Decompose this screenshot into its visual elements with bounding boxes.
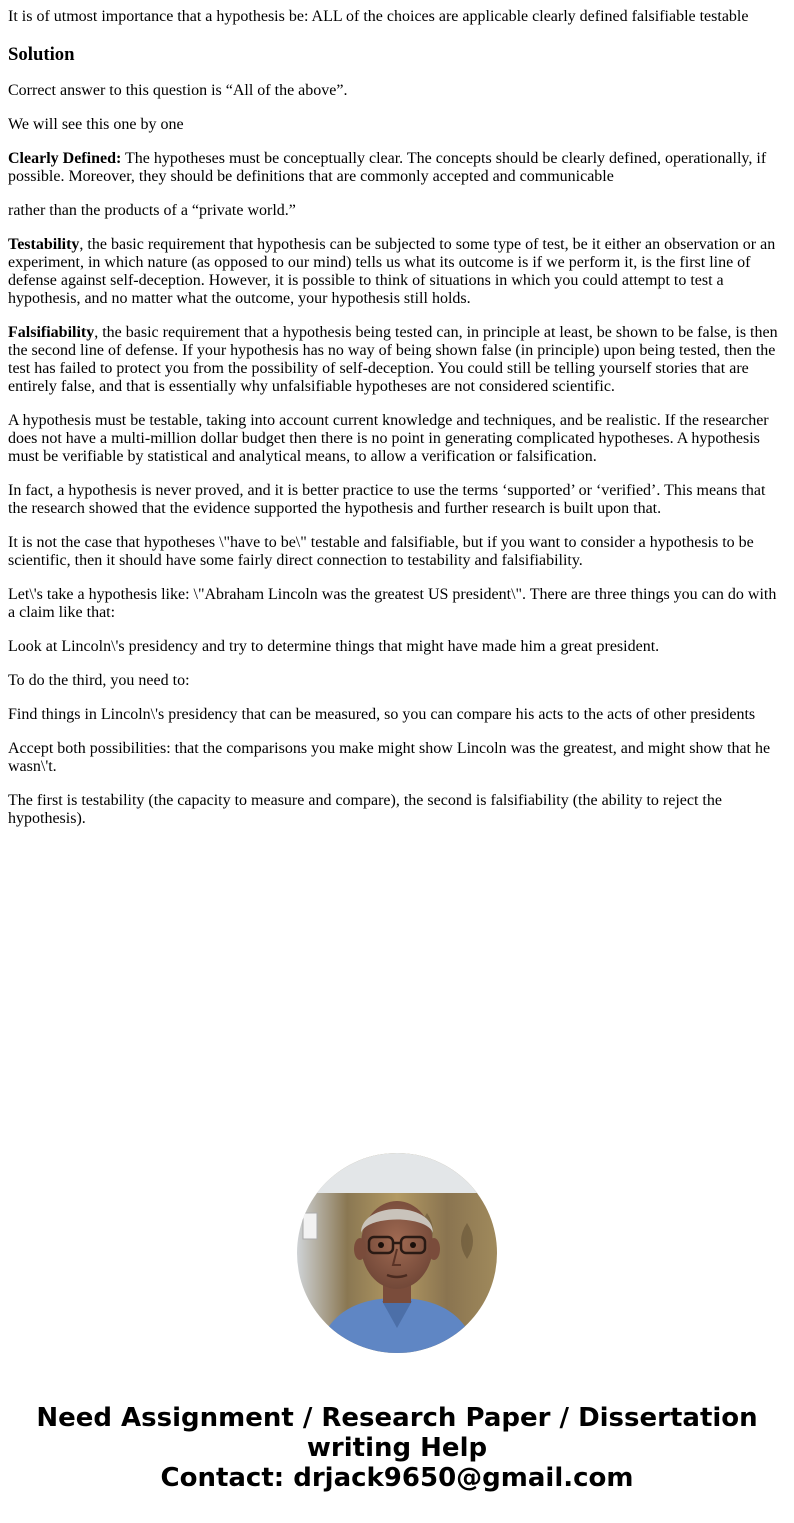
conclusion-paragraph: The first is testability (the capacity to measure and compare), the second is falsifiability (the ability to reject the hypothesis). [8, 792, 722, 827]
question-text: It is of utmost importance that a hypothesis be: ALL of the choices are applicable clearly defined falsifiable testable [8, 8, 749, 25]
testability-text: , the basic requirement that hypothesis can be subjected to some type of test, be it either an observation or an experiment, in which nature (as opposed to our mind) tells us what its outcome is if we perform it, is the first line of defense against self-deception. However, it is possible to think of situations in which you could attempt to test a hypothesis, and no matter what the outcome, your hypothesis still holds. [8, 236, 776, 307]
banner-line-2: writing Help [306, 1433, 488, 1463]
third-paragraph: To do the third, you need to: [8, 672, 190, 689]
accept-both-paragraph: Accept both possibilities: that the comparisons you make might show Lincoln was the greatest, and might show that he wasn\'t. [8, 740, 771, 775]
intro-paragraph: We will see this one by one [8, 116, 184, 133]
contact-banner [0, 1403, 794, 1493]
clearly-defined-text: The hypotheses must be conceptually clear. The concepts should be clearly defined, operationally, if possible. Moreover, they should be definitions that are commonly accepted and communicable [8, 150, 767, 185]
lincoln-claim-paragraph: Let\'s take a hypothesis like: \"Abraham Lincoln was the greatest US president\". There are three things you can do with a claim like that: [8, 586, 777, 621]
private-world-paragraph: rather than the products of a “private world.” [8, 202, 296, 219]
document-body [8, 8, 786, 844]
clearly-defined-term: Clearly Defined: [8, 150, 122, 167]
lincoln-look-paragraph: Look at Lincoln\'s presidency and try to determine things that might have made him a great president. [8, 638, 660, 655]
banner-line-1: Need Assignment / Research Paper / Dissertation [36, 1403, 758, 1433]
falsifiability-text: , the basic requirement that a hypothesis being tested can, in principle at least, be shown to be false, is then the second line of defense. If your hypothesis has no way of being shown false (in principle) upon being tested, then the test has failed to protect you from the possibility of self-deception. You could still be telling yourself stories that are entirely false, and that is essentially why unfalsifiable hypotheses are not considered scientific. [8, 324, 778, 395]
avatar [297, 1153, 497, 1353]
answer-paragraph: Correct answer to this question is “All of the above”. [8, 82, 348, 99]
banner-contact-line: Contact: drjack9650@gmail.com [160, 1463, 634, 1493]
not-the-case-paragraph: It is not the case that hypotheses \"have to be\" testable and falsifiable, but if you want to consider a hypothesis to be scientific, then it should have some fairly direct connection to testability and falsifiability. [8, 534, 754, 569]
solution-heading: Solution [8, 44, 75, 65]
find-things-paragraph: Find things in Lincoln\'s presidency that can be measured, so you can compare his acts to the acts of other presidents [8, 706, 756, 723]
falsifiability-term: Falsifiability [8, 324, 95, 341]
never-proved-paragraph: In fact, a hypothesis is never proved, and it is better practice to use the terms ‘supported’ or ‘verified’. This means that the research showed that the evidence supported the hypothesis and further research is built upon that. [8, 482, 766, 517]
clearly-defined-paragraph [8, 150, 786, 186]
testability-term: Testability [8, 236, 80, 253]
falsifiability-paragraph [8, 324, 786, 396]
testability-paragraph [8, 236, 786, 308]
realistic-paragraph: A hypothesis must be testable, taking into account current knowledge and techniques, and be realistic. If the researcher does not have a multi-million dollar budget then there is no point in generating complicated hypotheses. A hypothesis must be verifiable by statistical and analytical means, to allow a verification or falsification. [8, 412, 769, 465]
